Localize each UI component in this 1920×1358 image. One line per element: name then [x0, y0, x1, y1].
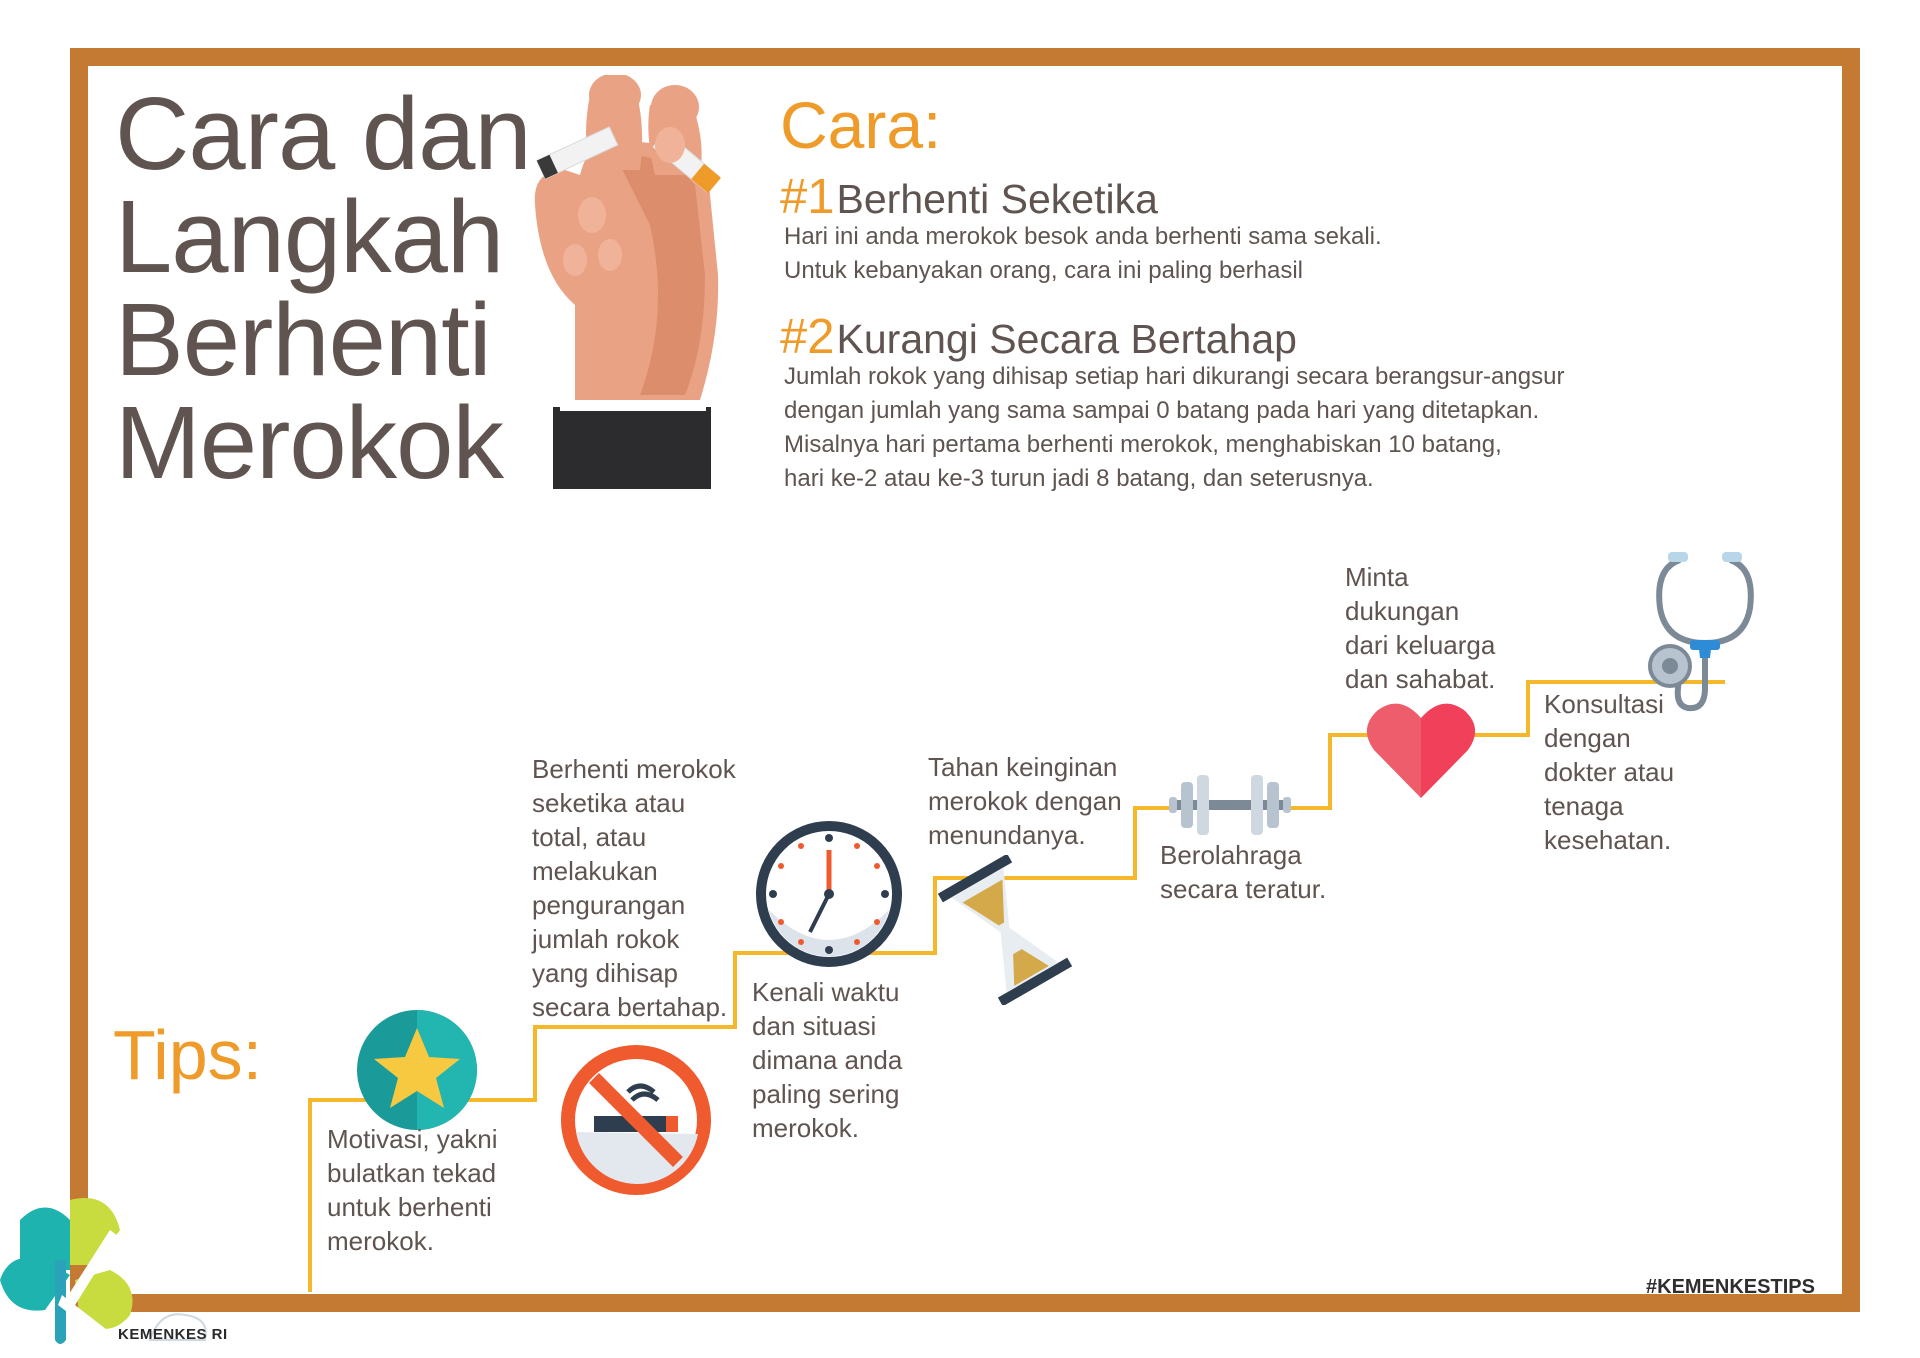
tip-text-line: Minta: [1345, 562, 1409, 592]
tip-text-line: merokok.: [327, 1226, 434, 1256]
tip-text-line: melakukan: [532, 856, 658, 886]
tip-text-line: dengan: [1544, 723, 1631, 753]
tip-text-line: Berolahraga: [1160, 840, 1302, 870]
title-line-3: Berhenti: [115, 282, 491, 397]
tip-text-line: secara bertahap.: [532, 992, 728, 1022]
tip-berolahraga: [1160, 838, 1326, 906]
tip-text-line: secara teratur.: [1160, 874, 1327, 904]
tip-text-line: dari keluarga: [1345, 630, 1496, 660]
tip-text-line: untuk berhenti: [327, 1192, 492, 1222]
tip-kenali-waktu: [752, 975, 902, 1145]
dumbbell-icon: [1165, 770, 1295, 840]
tip-text-line: tenaga: [1544, 791, 1624, 821]
cara-step-1-number: #1: [780, 170, 835, 224]
cara-step-2-line: dengan jumlah yang sama sampai 0 batang pada hari yang ditetapkan.: [784, 397, 1540, 424]
tip-text-line: Tahan keinginan: [928, 752, 1118, 782]
no-smoking-icon: [558, 1042, 714, 1198]
heart-icon: [1366, 700, 1476, 800]
tip-konsultasi: [1544, 687, 1674, 857]
cara-step-2-line: Misalnya hari pertama berhenti merokok, menghabiskan 10 batang,: [784, 431, 1502, 458]
tip-text-line: dimana anda: [752, 1045, 903, 1075]
cara-step-2-line: hari ke-2 atau ke-3 turun jadi 8 batang, dan seterusnya.: [784, 465, 1374, 492]
cara-heading: Cara:: [780, 88, 942, 162]
cara-step-1-title: Berhenti Seketika: [836, 176, 1158, 222]
tip-motivasi: [327, 1122, 498, 1258]
title-line-2: Langkah: [115, 179, 504, 294]
tips-heading: Tips:: [113, 1016, 263, 1094]
tip-tahan-keinginan: [928, 750, 1122, 852]
tip-text-line: merokok dengan: [928, 786, 1122, 816]
tip-text-line: Kenali waktu: [752, 977, 900, 1007]
title-line-4: Merokok: [115, 385, 503, 500]
cara-step-2-number: #2: [780, 310, 835, 364]
cara-step-1-line: Untuk kebanyakan orang, cara ini paling berhasil: [784, 257, 1303, 284]
tip-minta-dukungan: [1345, 560, 1495, 696]
tip-text-line: dan situasi: [752, 1011, 877, 1041]
tip-text-line: kesehatan.: [1544, 825, 1672, 855]
hourglass-icon: [930, 855, 1080, 1005]
kemenkes-logo-text: KEMENKES RI: [118, 1326, 228, 1343]
star-icon: [355, 1008, 479, 1132]
tip-text-line: total, atau: [532, 822, 647, 852]
cara-step-2-line: Jumlah rokok yang dihisap setiap hari dikurangi secara berangsur-angsur: [784, 363, 1565, 390]
tip-text-line: menundanya.: [928, 820, 1086, 850]
tip-text-line: bulatkan tekad: [327, 1158, 497, 1188]
tip-text-line: dokter atau: [1544, 757, 1675, 787]
tip-text-line: paling sering: [752, 1079, 900, 1109]
title-line-1: Cara dan: [115, 76, 531, 191]
cara-step-2-title: Kurangi Secara Bertahap: [836, 316, 1297, 362]
clock-icon: [755, 820, 903, 968]
tip-text-line: Berhenti merokok: [532, 754, 736, 784]
tip-text-line: Motivasi, yakni: [327, 1124, 498, 1154]
tip-text-line: merokok.: [752, 1113, 859, 1143]
cara-step-1-line: Hari ini anda merokok besok anda berhenti sama sekali.: [784, 223, 1382, 250]
tip-text-line: jumlah rokok: [532, 924, 680, 954]
tip-text-line: seketika atau: [532, 788, 686, 818]
tip-text-line: dan sahabat.: [1345, 664, 1496, 694]
tip-berhenti-merokok: [532, 752, 736, 1024]
hashtag-label: #KEMENKESTIPS: [1646, 1276, 1815, 1298]
tip-text-line: Konsultasi: [1544, 689, 1664, 719]
tip-text-line: pengurangan: [532, 890, 686, 920]
tip-text-line: dukungan: [1345, 596, 1460, 626]
tip-text-line: yang dihisap: [532, 958, 678, 988]
